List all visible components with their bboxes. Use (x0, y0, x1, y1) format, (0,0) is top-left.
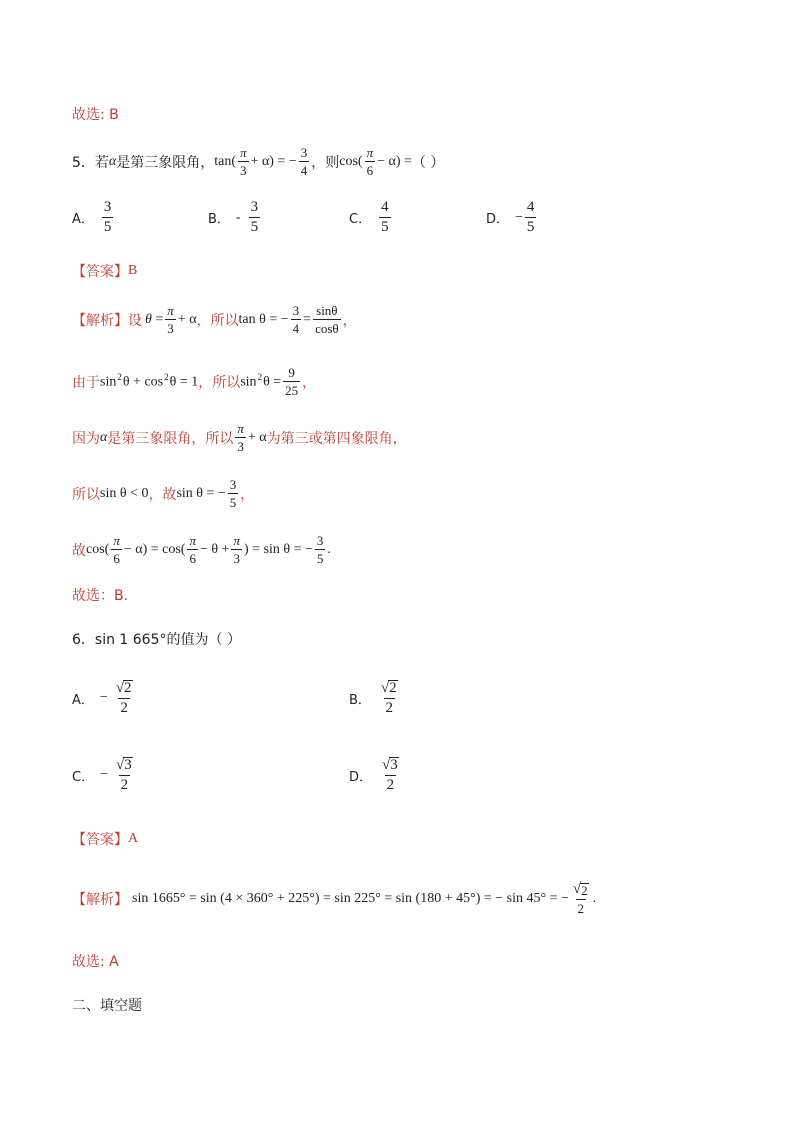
q5-l1-3-over-4 (291, 304, 302, 335)
q5-l2-sin-b: sin (240, 374, 257, 390)
section-heading (72, 995, 142, 1015)
q5-l5-m1: − α) = cos( (123, 541, 186, 557)
q5-l5-m3: ) = sin θ = − (244, 541, 313, 557)
q5-option-a-den: 5 (103, 219, 112, 235)
q5-option-c-label: C． (349, 212, 372, 227)
q6-option-a (72, 680, 137, 716)
q5-l2-num: 9 (288, 365, 295, 380)
q5-l4-num: 3 (229, 477, 237, 492)
q5-answer-tag: 【答案】 (72, 264, 128, 280)
q5-l1-end: ， (342, 312, 357, 329)
q5-option-a-frac (102, 200, 114, 235)
q5-option-c (349, 200, 393, 235)
q5-l5-pi-over-3 (231, 534, 242, 565)
q6-answer-tag: 【答案】 (72, 832, 128, 848)
q5-l5-pi-over-6-a (111, 534, 122, 565)
q5-analysis-tag: 【解析】 (72, 312, 128, 329)
q5-option-b-label: B． (208, 212, 230, 227)
q5-l5-three: 3 (233, 551, 240, 566)
q6-expr-den: 2 (577, 901, 584, 916)
q5-l2-theta-eq: θ = (263, 374, 282, 390)
q5-minus-alpha: − α) = (377, 153, 412, 169)
q5-l2-eq1: θ = 1 (169, 374, 199, 390)
q5-l1-pi: π (167, 303, 174, 318)
q4-result-text: 故选: B (72, 107, 119, 123)
q5-option-b (208, 200, 262, 235)
q5-option-b-frac (249, 200, 261, 235)
q6-expr: sin 1665° = sin (4 × 360° + 225°) = sin 225° = sin (180 + 45°) = − sin 45° = − (132, 890, 569, 906)
q6-option-c-rad: 3 (124, 757, 132, 773)
q6-option-b-label: B． (349, 692, 371, 708)
q5-option-b-den: 5 (250, 219, 259, 235)
q4-result (72, 104, 119, 124)
q6-option-a-label: A． (72, 692, 94, 708)
q6-expr-rad: 2 (581, 883, 588, 898)
q5-option-d-sign: − (515, 209, 523, 225)
section-title: 二、填空题 (72, 998, 142, 1014)
q5-l2-9-over-25 (283, 366, 300, 397)
q5-l4-eq: sin θ = − (176, 485, 226, 501)
q6-option-b (349, 680, 402, 716)
q5-l3-three: 3 (237, 439, 244, 454)
q6-option-d-frac (380, 757, 401, 793)
q6-option-a-frac (114, 680, 135, 716)
q6-option-b-rad: 2 (389, 680, 397, 696)
q5-l5-six-a: 6 (113, 551, 120, 566)
q5-l4-so: 所以 (72, 486, 100, 503)
q5-l5-pi-b: π (189, 533, 196, 548)
q5-l1-so: ，所以 (196, 312, 239, 329)
q6-expr-frac (571, 882, 591, 915)
q5-l1-theta: θ (145, 311, 152, 327)
q5-pi-over-6 (365, 146, 376, 177)
q6-stem-text: 6．sin 1 665°的值为（ ） (72, 632, 241, 648)
q5-answer-value: B (128, 263, 138, 278)
q5-l2-sq1: 2 (117, 372, 122, 383)
q5-plus-alpha: + α) = − (250, 153, 297, 169)
q5-frac-num: 3 (300, 145, 308, 160)
q5-result (72, 585, 128, 605)
q5-l3-pi: π (237, 421, 244, 436)
q5-l1-tan: tan θ = − (238, 311, 289, 327)
q5-l1-num: 3 (292, 303, 300, 318)
q5-number: 5．若 (72, 154, 109, 171)
q6-option-d-rad: 3 (390, 757, 398, 773)
q5-option-d-label: D． (486, 212, 510, 227)
q5-analysis-5 (72, 534, 331, 565)
q5-result-text: 故选：B. (72, 588, 129, 604)
q5-l5-pi-c: π (233, 533, 240, 548)
q5-l3-result: 为第三或第四象限角， (266, 430, 407, 447)
q6-stem (72, 629, 241, 649)
q5-l4-end: ， (240, 486, 255, 503)
q6-expr-sqrt: √ 2 (572, 881, 588, 898)
q5-l2-sq3: 2 (257, 372, 263, 383)
q5-l5-den: 5 (316, 551, 324, 566)
q5-l5-hence: 故 (72, 542, 86, 559)
q5-l1-set: 设 (128, 312, 142, 329)
q5-l2-sq2: 2 (164, 372, 169, 383)
q5-l5-six-b: 6 (189, 551, 196, 566)
q6-result-text: 故选: A (72, 954, 119, 970)
q5-l4-den: 5 (229, 495, 237, 510)
q6-option-b-frac (379, 680, 400, 716)
q5-l5-pi-a: π (113, 533, 120, 548)
q5-analysis-4 (72, 478, 254, 509)
q6-option-c-label: C． (72, 769, 95, 785)
q5-cos: cos( (339, 153, 363, 169)
q6-option-c-sqrt: √ 3 (115, 757, 132, 773)
q5-option-d (486, 200, 538, 235)
q6-expr-end: . (592, 890, 597, 906)
q5-l5-cos1: cos( (86, 541, 110, 557)
q5-l1-pi-over-3 (165, 304, 176, 335)
q6-analysis-tag: 【解析】 (72, 891, 128, 908)
q6-option-b-den: 2 (385, 700, 394, 716)
q5-l1-three: 3 (167, 321, 174, 336)
q6-option-a-den: 2 (120, 700, 128, 716)
q5-pi-b: π (366, 145, 374, 160)
q5-option-c-num: 4 (381, 199, 389, 215)
q5-alpha: α (108, 153, 117, 169)
q6-option-b-sqrt: √ 2 (380, 680, 397, 696)
q6-answer-value: A (128, 831, 139, 846)
q5-l5-3-over-5 (315, 534, 326, 565)
q6-option-d (349, 757, 403, 793)
q5-l4-hence: ，故 (148, 486, 177, 503)
q5-option-d-den: 5 (526, 219, 535, 235)
q6-option-a-sign: − (99, 690, 108, 705)
q5-analysis-1 (72, 304, 357, 335)
q5-l5-num: 3 (316, 533, 324, 548)
q5-option-a-num: 3 (103, 199, 112, 215)
q5-l5-pi-over-6-b (187, 534, 198, 565)
q5-option-d-num: 4 (526, 199, 535, 215)
q6-option-d-sqrt: √ 3 (382, 757, 398, 773)
q5-pi: π (240, 145, 247, 160)
q5-option-a (72, 200, 115, 235)
q6-answer (72, 829, 138, 849)
q5-l1-eq2: = (303, 311, 312, 327)
q5-pi-over-3 (238, 146, 249, 177)
q5-l3-alpha: α (100, 429, 108, 445)
q5-stem (72, 146, 444, 177)
q5-l4-3-over-5 (228, 478, 239, 509)
q6-option-a-sqrt: √ 2 (115, 680, 132, 696)
q6-option-c-frac (114, 757, 135, 793)
q5-six: 6 (366, 163, 374, 178)
q5-l2-mid: θ + cos (122, 374, 164, 390)
q5-answer (72, 261, 137, 281)
q5-l3-pi-over-3 (235, 422, 246, 453)
q5-frac-den: 4 (300, 163, 308, 178)
q6-option-d-label: D． (349, 769, 373, 785)
q5-option-c-frac (379, 200, 391, 235)
q5-option-a-label: A． (72, 212, 94, 227)
q6-result (72, 951, 119, 971)
q5-l2-sin2theta (240, 372, 281, 391)
q5-option-b-num: 3 (250, 199, 259, 215)
q5-option-d-frac (525, 200, 537, 235)
q5-analysis-2 (72, 366, 316, 397)
q5-l3-because: 因为 (72, 430, 100, 447)
q6-option-d-den: 2 (386, 777, 395, 793)
q6-option-c-den: 2 (120, 777, 129, 793)
q6-option-a-rad: 2 (124, 680, 132, 696)
q5-l5-end: . (327, 541, 331, 557)
q5-l1-cos: cosθ (315, 321, 339, 336)
q5-l1-eq: = (155, 311, 164, 327)
q5-3-over-4 (299, 146, 310, 177)
q5-l1-den: 4 (292, 321, 300, 336)
q5-cond: 是第三象限角， (116, 154, 215, 171)
q5-l3-quadrant: 是第三象限角，所以 (107, 430, 234, 447)
q5-l1-sin-over-cos (313, 304, 341, 335)
q5-l2-den: 25 (285, 383, 299, 398)
q5-option-b-sign: - (235, 209, 241, 225)
q6-analysis (72, 882, 596, 915)
q5-l2-so: ，所以 (198, 374, 241, 391)
q5-then: ，则 (311, 154, 340, 171)
q5-tan: tan( (214, 153, 237, 169)
q5-l2-end: ， (302, 374, 317, 391)
q5-l1-plus-alpha: + α (177, 311, 197, 327)
q5-analysis-3 (72, 422, 407, 453)
q6-option-c (72, 757, 137, 793)
q5-paren: （ ） (411, 154, 445, 171)
q5-option-c-den: 5 (381, 219, 389, 235)
q6-option-c-sign: − (100, 767, 108, 782)
q5-l1-sin: sinθ (316, 303, 338, 318)
q5-l5-m2: − θ + (199, 541, 230, 557)
q5-l2-identity (100, 372, 198, 391)
q5-l2-since: 由于 (72, 374, 100, 391)
q5-l4-ineq: sin θ < 0 (100, 485, 149, 501)
q5-three: 3 (240, 163, 247, 178)
q5-l2-sin: sin (100, 374, 117, 390)
q5-l3-plus-alpha: + α (247, 429, 267, 445)
